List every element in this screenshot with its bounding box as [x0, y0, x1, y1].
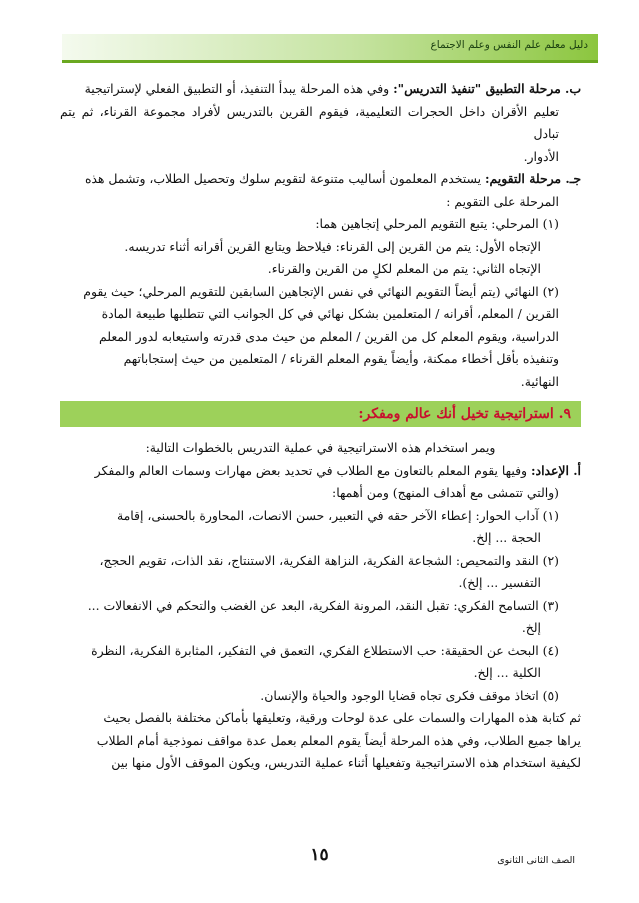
list-item-1-line2: الحجة ... إلخ.	[472, 530, 541, 545]
section-c-direction2: الإتجاه الثاني: يتم من المعلم لكلٍ من القرين والقرناء.	[267, 261, 541, 276]
section-c-para	[60, 168, 581, 191]
list-item-4-line2: الكلية ... إلخ.	[473, 665, 541, 680]
list-item-2-line2: التفسير ... إلخ).	[458, 575, 541, 590]
section-b-line2: تعليم الأقران داخل الحجرات التعليمية، فيقوم القرين بالتدريس لأفراد مجموعة القرناء، ثم يتم تبادل	[60, 103, 559, 141]
section-9-title: ٩. استراتيجية تخيل أنك عالم ومفكر:	[358, 405, 571, 422]
page-content	[60, 78, 581, 775]
list-item-2-line1: (٢) النقد والتمحيص: الشجاعة الفكرية، النزاهة الفكرية، الاستنتاج، نقد الذات، تقويم الحجج،	[99, 552, 559, 568]
section-b-para	[60, 78, 581, 101]
section-c-item2-line4: وتنفيذه بأقل أخطاء ممكنة، وأيضاً يقوم المعلم القرناء / المتعلمين من حيث إستجاباتهم	[123, 351, 559, 366]
section-c-line2: المرحلة على التقويم :	[446, 193, 559, 209]
section-9-prep-text: وفيها يقوم المعلم بالتعاون مع الطلاب في تحديد بعض مهارات وسمات العالم والمفكر	[94, 462, 531, 478]
section-c-text: يستخدم المعلمون أساليب متنوعة لتقويم سلوك وتحصيل الطلاب، وتشمل هذه	[84, 171, 485, 186]
section-c-item2-line3: الدراسية، ويقوم المعلم كل من القرين / المعلم من حيث مدى قدرته واستيعابه لدور المعلم	[98, 328, 559, 344]
section-c-item2-line1: (٢) النهائي (يتم أيضاً التقويم النهائي في نفس الإتجاهين السابقين للتقويم المرحلي؛ حيث يقوم	[83, 283, 559, 299]
section-9-intro: ويمر استخدام هذه الاستراتيجية في عملية التدريس بالخطوات التالية:	[145, 440, 496, 455]
list-item-3-line2: إلخ.	[521, 620, 541, 635]
section-b-text: وفي هذه المرحلة يبدأ التنفيذ، أو التطبيق الفعلي لإستراتيجية	[84, 81, 394, 96]
list-item-1-line1: (١) آداب الحوار: إعطاء الآخر حقه في التعبير، حسن الانصات، المحاورة بالحسنى، إقامة	[117, 507, 559, 523]
section-9-prep-heading: أ. الإعداد:	[530, 462, 581, 478]
section-c-item2-line5: النهائية.	[520, 373, 559, 389]
section-9-prep-line2: (والتي تتمشى مع أهداف المنهج) ومن أهمها:	[332, 485, 559, 500]
section-b-line3: الأدوار.	[523, 148, 559, 164]
section-c-item2-line2: القرين / المعلم، أقرانه / المتعلمين بشكل نهائي في كل الجوانب التي تتطلبها طبيعة المادة	[101, 306, 559, 321]
list-item-3-line1: (٣) التسامح الفكري: تقبل النقد، المرونة الفكرية، البعد عن الغضب والتحكم في الانفعالات ...	[87, 597, 559, 613]
section-9-para-line1: ثم كتابة هذه المهارات والسمات على عدة لوحات ورقية، وتعليقها بأماكن مختلفة بالفصل بحيث	[103, 710, 581, 725]
section-9-para-line2: يراها جميع الطلاب، وفي هذه المرحلة أيضاً يقوم المعلم بعمل عدة مواقف نموذجية أمام الطلاب	[96, 732, 581, 748]
footer-grade-label: الصف الثانى الثانوى	[497, 855, 575, 866]
list-item-5: (٥) اتخاذ موقف فكرى تجاه قضايا الوجود والحياة والإنسان.	[260, 687, 559, 703]
section-9-para-line3: لكيفية استخدام هذه الاستراتيجية وتفعيلها أثناء عملية التدريس، ويكون الموقف الأول منها بين	[111, 755, 581, 770]
section-9-prep	[60, 460, 581, 483]
section-b-heading: ب. مرحلة التطبيق "تنفيذ التدريس":	[393, 81, 581, 96]
page-number: ١٥	[310, 845, 329, 865]
header-bar	[62, 34, 598, 63]
section-c-heading: جـ. مرحلة التقويم:	[484, 171, 581, 186]
header-title: دليل معلم علم النفس وعلم الاجتماع	[430, 39, 588, 51]
section-c-direction1: الإتجاه الأول: يتم من القرين إلى القرناء: فيلاحظ ويتابع القرين أقرانه أثناء تدريسه.	[124, 238, 541, 254]
section-c-item1: (١) المرحلي: يتبع التقويم المرحلي إتجاهين هما:	[315, 216, 559, 231]
list-item-4-line1: (٤) البحث عن الحقيقة: حب الاستطلاع الفكري، التعمق في التفكير، المثابرة الفكرية، النظرة	[91, 642, 559, 658]
section-9-heading-bar	[60, 401, 581, 427]
